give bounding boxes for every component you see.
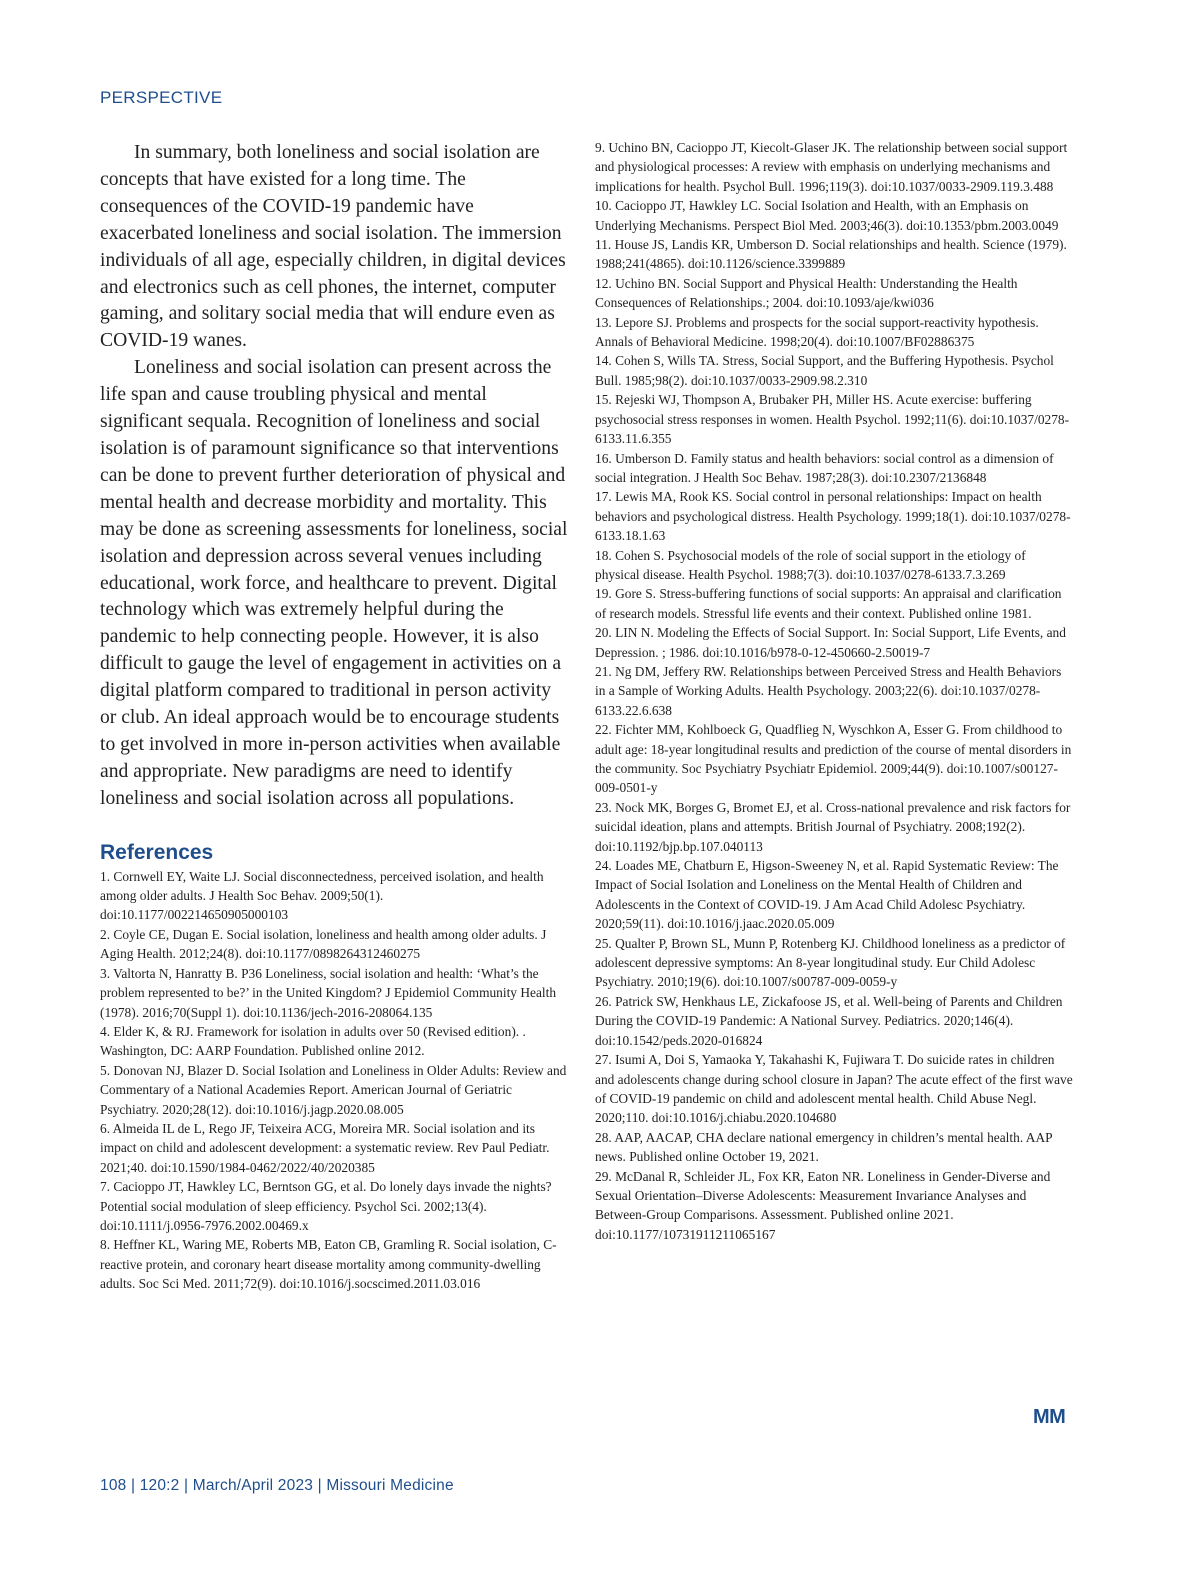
reference-item: 27. Isumi A, Doi S, Yamaoka Y, Takahashi K, Fujiwara T. Do suicide rates in children and adolescents change during school closure in Japan? The acute effect of the first wave of COVID-19 pandemic on child and adolescent mental health. Child Abuse Negl. 2020;110. doi:10.1016/j.chiabu.2020.104680 [595, 1052, 1073, 1126]
reference-item: 13. Lepore SJ. Problems and prospects for the social support-reactivity hypothesis. Annals of Behavioral Medicine. 1998;20(4). doi:10.1007/BF02886375 [595, 314, 1039, 350]
reference-item: 10. Cacioppo JT, Hawkley LC. Social Isolation and Health, with an Emphasis on Underlying Mechanisms. Perspect Biol Med. 2003;46(3). doi:10.1353/pbm.2003.0049 [595, 198, 1059, 233]
reference-item: 18. Cohen S. Psychosocial models of the role of social support in the etiology of physical disease. Health Psychol. 1988;7(3). doi:10.1037/0278-6133.7.3.269 [595, 547, 1026, 582]
end-mark-logo: MM [1033, 1406, 1066, 1428]
reference-item: 28. AAP, AACAP, CHA declare national emergency in children’s mental health. AAP news. Published online October 19, 2021. [595, 1129, 1053, 1165]
section-label: PERSPECTIVE [100, 88, 223, 107]
reference-item: 17. Lewis MA, Rook KS. Social control in personal relationships: Impact on health behaviors and psychological distress. Health Psychology. 1999;18(1). doi:10.1037/0278-6133.18.1.63 [595, 489, 1071, 544]
reference-list-left [100, 867, 572, 1294]
reference-item: 15. Rejeski WJ, Thompson A, Brubaker PH, Miller HS. Acute exercise: buffering psychosocial stress responses in women. Health Psychol. 1992;11(6). doi:10.1037/0278-6133.11.6.355 [595, 392, 1070, 447]
article-body [100, 140, 572, 813]
reference-item: 26. Patrick SW, Henkhaus LE, Zickafoose JS, et al. Well-being of Parents and Children During the COVID-19 Pandemic: A National Survey. Pediatrics. 2020;146(4). doi:10.1542/peds.2020-016824 [595, 993, 1063, 1048]
body-paragraph: Loneliness and social isolation can present across the life span and cause troubling physical and mental significant sequala. Recognition of loneliness and social isolation is of paramount significance so that interventions can be done to prevent further deterioration of physical and mental health and decrease morbidity and mortality. This may be done as screening assessments for loneliness, social isolation and depression across several venues including educational, work force, and healthcare to prevent. Digital technology which was extremely helpful during the pandemic to help connecting people. However, it is also difficult to gauge the level of engagement in activities on a digital platform compared to traditional in person activity or club. An ideal approach would be to encourage students to get involved in more in-person activities when available and appropriate. New paradigms are need to identify loneliness and social isolation across all populations. [100, 357, 568, 809]
reference-item: 19. Gore S. Stress-buffering functions of social supports: An appraisal and clarification of research models. Stressful life events and their context. Published online 1981. [595, 586, 1062, 621]
references-heading: References [100, 840, 214, 864]
reference-item: 29. McDanal R, Schleider JL, Fox KR, Eaton NR. Loneliness in Gender-Diverse and Sexual Orientation–Diverse Adolescents: Measurement Invariance Analyses and Between-Group Comparisons. Assessment. Published online 2021. doi:10.1177/10731911211065167 [595, 1168, 1051, 1242]
reference-item: 16. Umberson D. Family status and health behaviors: social control as a dimension of social integration. J Health Soc Behav. 1987;28(3). doi:10.2307/2136848 [595, 450, 1054, 485]
reference-item: 3. Valtorta N, Hanratty B. P36 Loneliness, social isolation and health: ‘What’s the problem represented to be?’ in the United Kingdom? J Epidemiol Community Health (1978). 2016;70(Suppl 1). doi:10.1136/jech-2016-208064.135 [100, 965, 557, 1020]
reference-item: 5. Donovan NJ, Blazer D. Social Isolation and Loneliness in Older Adults: Review and Commentary of a National Academies Report. American Journal of Geriatric Psychiatry. 2020;28(12). doi:10.1016/j.jagp.2020.08.005 [100, 1062, 567, 1117]
reference-item: 4. Elder K, & RJ. Framework for isolation in adults over 50 (Revised edition). . Washington, DC: AARP Foundation. Published online 2012. [100, 1023, 526, 1059]
left-column [100, 140, 572, 1294]
right-column [595, 138, 1073, 1244]
reference-item: 1. Cornwell EY, Waite LJ. Social disconnectedness, perceived isolation, and health among older adults. J Health Soc Behav. 2009;50(1). doi:10.1177/002214650905000103 [100, 868, 544, 923]
reference-item: 23. Nock MK, Borges G, Bromet EJ, et al. Cross-national prevalence and risk factors for suicidal ideation, plans and attempts. British Journal of Psychiatry. 2008;192(2). doi:10.1192/bjp.bp.107.040113 [595, 799, 1071, 854]
reference-item: 8. Heffner KL, Waring ME, Roberts MB, Eaton CB, Gramling R. Social isolation, C-reactive protein, and coronary heart disease mortality among community-dwelling adults. Soc Sci Med. 2011;72(9). doi:10.1016/j.socscimed.2011.03.016 [100, 1237, 557, 1292]
body-paragraph: In summary, both loneliness and social isolation are concepts that have existed for a long time. The consequences of the COVID-19 pandemic have exacerbated loneliness and social isolation. The immersion individuals of all age, especially children, in digital devices and electronics such as cell phones, the internet, computer gaming, and solitary social media that will endure even as COVID-19 wanes. [100, 142, 566, 352]
reference-list-right [595, 138, 1073, 1244]
reference-item: 22. Fichter MM, Kohlboeck G, Quadflieg N, Wyschkon A, Esser G. From childhood to adult age: 18-year longitudinal results and prediction of the course of mental disorders in the community. Soc Psychiatry Psychiatr Epidemiol. 2009;44(9). doi:10.1007/s00127-009-0501-y [595, 722, 1072, 796]
reference-item: 2. Coyle CE, Dugan E. Social isolation, loneliness and health among older adults. J Aging Health. 2012;24(8). doi:10.1177/0898264312460275 [100, 926, 547, 962]
reference-item: 12. Uchino BN. Social Support and Physical Health: Understanding the Health Consequences of Relationships.; 2004. doi:10.1093/aje/kwi036 [595, 275, 1018, 311]
reference-item: 21. Ng DM, Jeffery RW. Relationships between Perceived Stress and Health Behaviors in a Sample of Working Adults. Health Psychology. 2003;22(6). doi:10.1037/0278-6133.22.6.638 [595, 663, 1062, 718]
reference-item: 9. Uchino BN, Cacioppo JT, Kiecolt-Glaser JK. The relationship between social support and physiological processes: A review with emphasis on underlying mechanisms and implications for health. Psychol Bull. 1996;119(3). doi:10.1037/0033-2909.119.3.488 [595, 140, 1068, 194]
reference-item: 7. Cacioppo JT, Hawkley LC, Berntson GG, et al. Do lonely days invade the nights? Potential social modulation of sleep efficiency. Psychol Sci. 2002;13(4). doi:10.1111/j.0956-7976.2002.00469.x [100, 1179, 552, 1233]
reference-item: 14. Cohen S, Wills TA. Stress, Social Support, and the Buffering Hypothesis. Psychol Bull. 1985;98(2). doi:10.1037/0033-2909.98.2.310 [595, 353, 1054, 388]
reference-item: 6. Almeida IL de L, Rego JF, Teixeira ACG, Moreira MR. Social isolation and its impact on child and adolescent development: a systematic review. Rev Paul Pediatr. 2021;40. doi:10.1590/1984-0462/2022/40/2020385 [100, 1120, 550, 1175]
reference-item: 25. Qualter P, Brown SL, Munn P, Rotenberg KJ. Childhood loneliness as a predictor of adolescent depressive symptoms: An 8-year longitudinal study. Eur Child Adolesc Psychiatry. 2010;19(6). doi:10.1007/s00787-009-0059-y [595, 935, 1066, 990]
reference-item: 20. LIN N. Modeling the Effects of Social Support. In: Social Support, Life Events, and Depression. ; 1986. doi:10.1016/b978-0-12-450660-2.50019-7 [595, 625, 1066, 660]
page-footer: 108 | 120:2 | March/April 2023 | Missouri Medicine [100, 1477, 454, 1494]
reference-item: 24. Loades ME, Chatburn E, Higson-Sweeney N, et al. Rapid Systematic Review: The Impact of Social Isolation and Loneliness on the Mental Health of Children and Adolescents in the Context of COVID-19. J Am Acad Child Adolesc Psychiatry. 2020;59(11). doi:10.1016/j.jaac.2020.05.009 [595, 858, 1059, 932]
reference-item: 11. House JS, Landis KR, Umberson D. Social relationships and health. Science (1979). 1988;241(4865). doi:10.1126/science.3399889 [595, 237, 1067, 272]
